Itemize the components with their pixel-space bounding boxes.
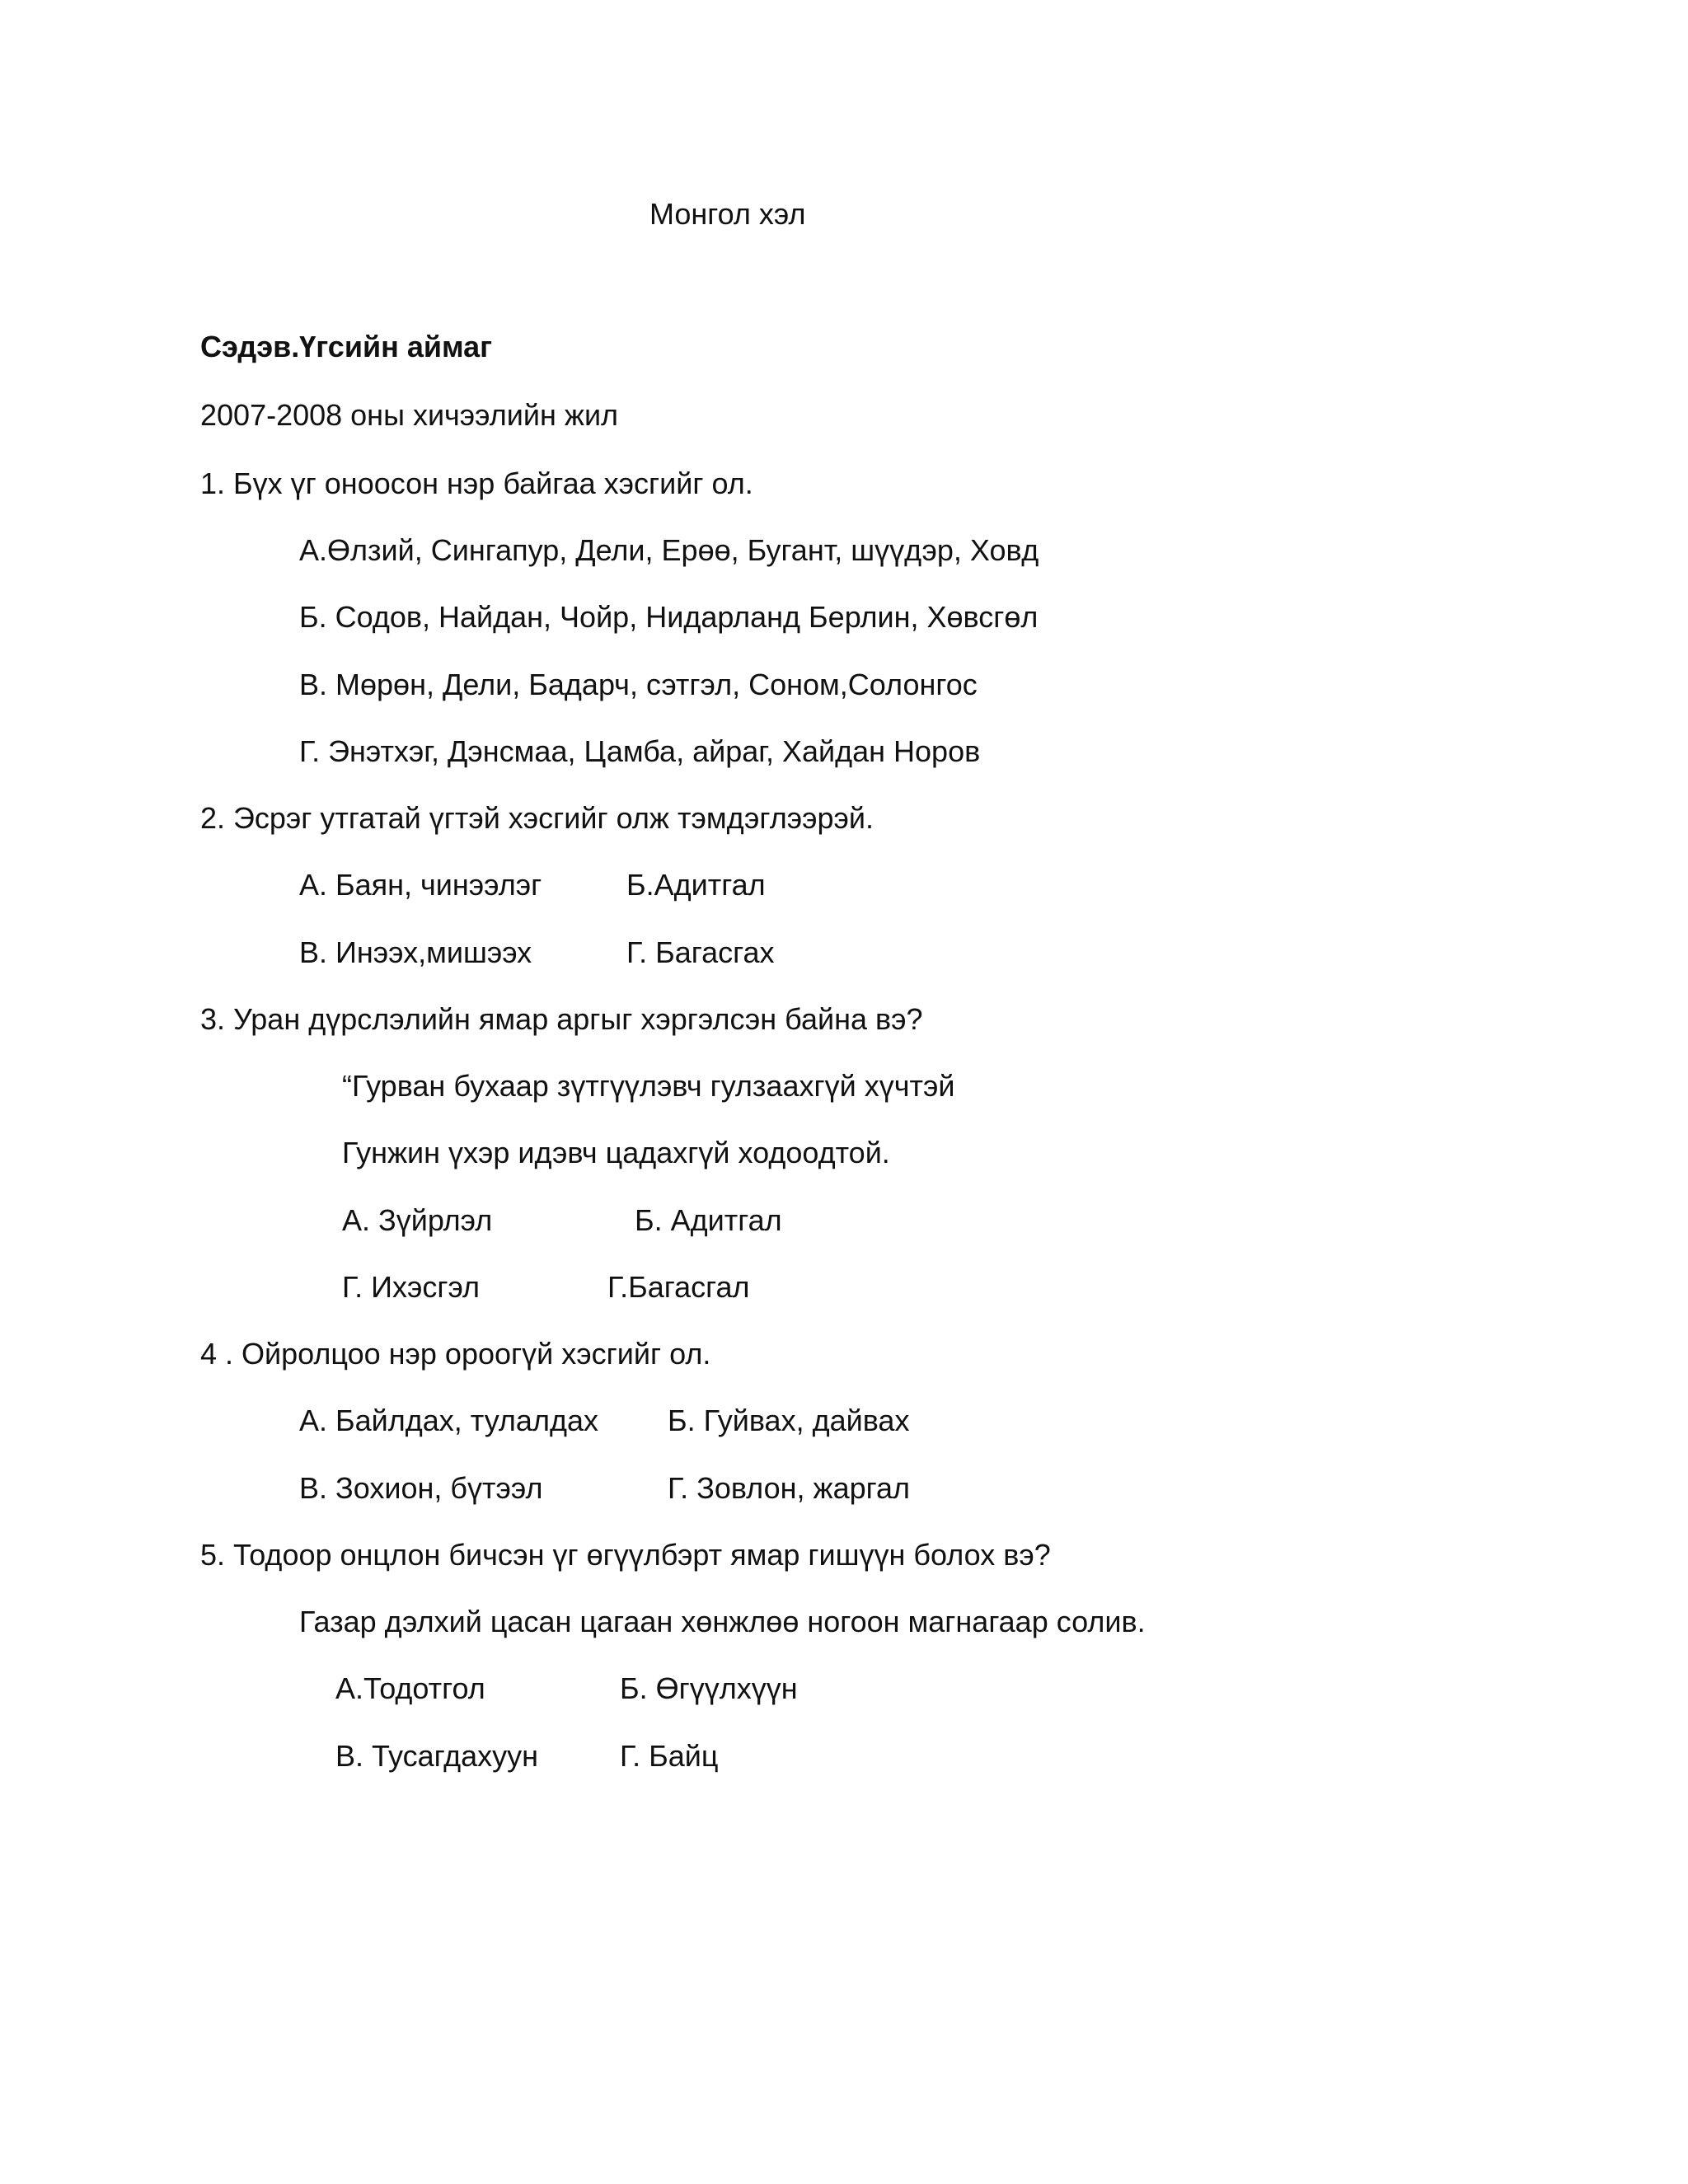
question-4-option-a: А. Байлдах, тулалдах <box>299 1404 598 1437</box>
question-3-option-a: А. Зүйрлэл <box>342 1203 493 1237</box>
question-5-option-g: Г. Байц <box>620 1739 719 1773</box>
question-2-option-v: В. Инээх,мишээх <box>299 935 532 969</box>
question-4-option-g: Г. Зовлон, жаргал <box>668 1471 910 1505</box>
question-1: 1. Бүх үг оноосон нэр байгаа хэсгийг ол. <box>200 466 753 500</box>
page-title: Монгол хэл <box>649 197 806 231</box>
question-1-option-g: Г. Энэтхэг, Дэнсмаа, Цамба, айраг, Хайдан Норов <box>299 734 981 768</box>
question-5-sentence: Газар дэлхий цасан цагаан хөнжлөө ногоон магнагаар солив. <box>299 1605 1146 1638</box>
question-4-option-b: Б. Гуйвах, дайвах <box>668 1404 910 1437</box>
question-4: 4 . Ойролцоо нэр ороогүй хэсгийг ол. <box>200 1337 711 1371</box>
question-5-option-v: В. Тусагдахуун <box>335 1739 539 1773</box>
question-5-option-b: Б. Өгүүлхүүн <box>620 1671 798 1705</box>
question-3: 3. Уран дүрслэлийн ямар аргыг хэргэлсэн байна вэ? <box>200 1002 923 1036</box>
school-year: 2007-2008 оны хичээлийн жил <box>200 398 619 432</box>
question-5-option-a: А.Тодотгол <box>335 1671 485 1705</box>
question-3-quote-line-1: “Гурван бухаар зүтгүүлэвч гулзаахгүй хүчтэй <box>342 1069 955 1103</box>
question-3-option-g2: Г.Багасгал <box>607 1270 750 1304</box>
question-3-option-b: Б. Адитгал <box>635 1203 782 1237</box>
question-3-quote-line-2: Гунжин үхэр идэвч цадахгүй ходоодтой. <box>342 1136 890 1169</box>
question-2-option-a: А. Баян, чинээлэг <box>299 868 542 902</box>
question-1-option-b: Б. Содов, Найдан, Чойр, Нидарланд Берлин, Хөвсгөл <box>299 600 1039 634</box>
question-3-option-g1: Г. Ихэсгэл <box>342 1270 481 1304</box>
question-5: 5. Тодоор онцлон бичсэн үг өгүүлбэрт ямар гишүүн болох вэ? <box>200 1538 1051 1572</box>
topic-heading: Сэдэв.Үгсийн аймаг <box>200 330 493 363</box>
question-1-option-a: А.Өлзий, Сингапур, Дели, Ерөө, Бугант, шүүдэр, Ховд <box>299 533 1039 567</box>
question-2-option-b: Б.Адитгал <box>626 868 766 902</box>
question-1-option-v: В. Мөрөн, Дели, Бадарч, сэтгэл, Соном,Солонгос <box>299 668 978 701</box>
question-4-option-v: В. Зохион, бүтээл <box>299 1471 543 1505</box>
question-2: 2. Эсрэг утгатай үгтэй хэсгийг олж тэмдэглээрэй. <box>200 801 874 835</box>
question-2-option-g: Г. Багасгах <box>626 935 775 969</box>
